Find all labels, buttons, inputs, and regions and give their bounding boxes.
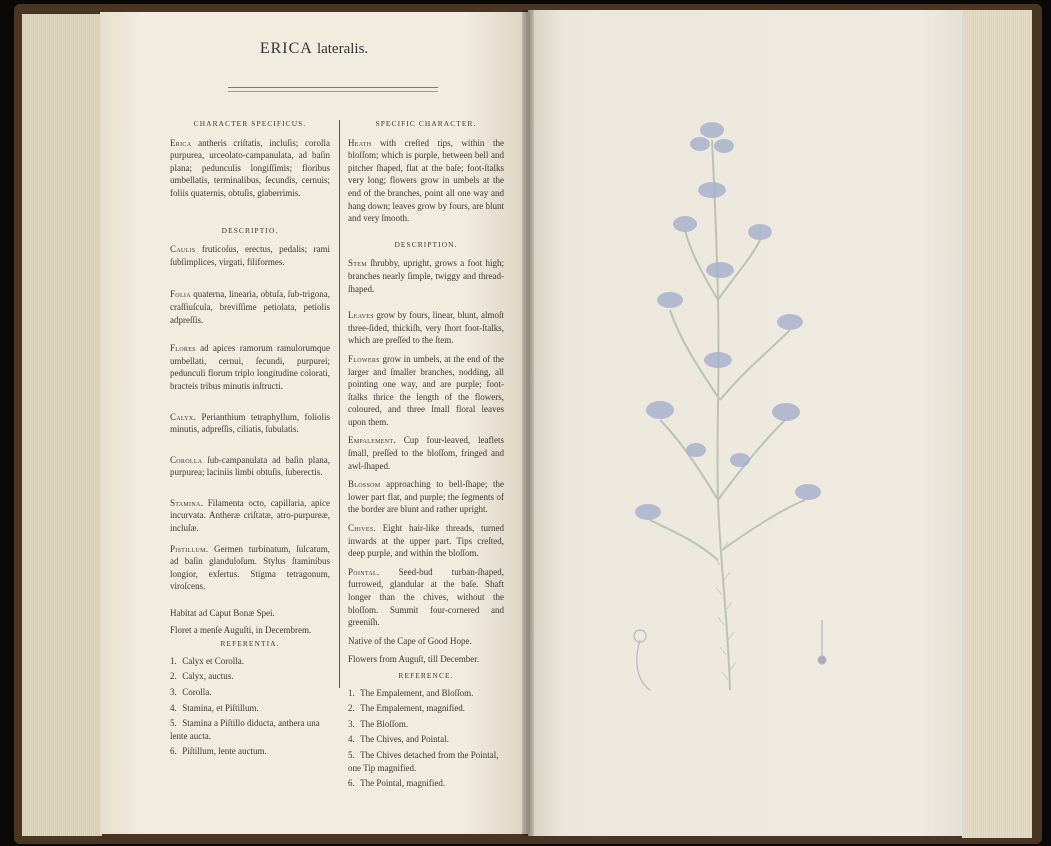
page-title xyxy=(100,40,528,58)
english-column xyxy=(348,118,504,790)
list-item: 5. Stamina a Piſtillo diducta, anthera una lente aucta. xyxy=(170,718,320,741)
latin-section: Caulis fruticoſus, erectus, pedalis; rami ſubſimplices, virgati, filiformes. xyxy=(170,244,330,267)
habitat-english: Native of the Cape of Good Hope. xyxy=(348,635,472,646)
heath-plant-illustration xyxy=(600,100,930,720)
list-item: 2. Calyx, auctus. xyxy=(170,671,234,682)
english-section: Empalement. Cup four-leaved, leaflets ſmall, preſſed to the bloſſom, fringed and awl-ſhaped. xyxy=(348,435,504,471)
list-item: 3. Corolla. xyxy=(170,687,212,697)
reference-heading: REFERENCE. xyxy=(398,670,454,680)
character-heading-english: SPECIFIC CHARACTER. xyxy=(375,119,477,128)
list-item: 1. The Empalement, and Bloſſom. xyxy=(348,687,474,698)
english-section: Blossom approaching to bell-ſhape; the lower part flat, and purple; the ſegments of the border are blunt and rather upright. xyxy=(348,479,505,515)
referentia-heading: REFERENTIA. xyxy=(220,639,280,649)
character-text-english: Heath with creſted tips, within the bloſſom; which is purple, between bell and pitcher ſhaped, flat at the baſe; foot-ſtalks very long; flowers grow in umbels at the end of the branches, point all one way and hang down; leaves grow by fours, are blunt and very ſmooth. xyxy=(348,137,505,224)
latin-section: Corolla ſub-campanulata ad baſin plana, purpurea; laciniis limbi obtuſis, ſuberectis. xyxy=(170,454,331,478)
english-section: Flowers grow in umbels, at the end of the larger and ſmaller branches, nodding, all pointing one way, and are purple; foot-ſtalks thrice the length of the flowers, coloured, and three ſmall floral leaves upon them. xyxy=(348,353,504,427)
character-heading-latin: CHARACTER SPECIFICUS. xyxy=(193,119,307,128)
floret-english: Flowers from Auguſt, till December. xyxy=(348,654,479,665)
book-gutter xyxy=(522,10,534,836)
latin-reference-list xyxy=(170,655,330,758)
latin-section: Folia quaterna, linearia, obtuſa, ſub-trigona, craſſiuſcula, breviſſime petiolata, petiolis adpreſſis. xyxy=(170,289,331,325)
list-item: 4. Stamina, et Piſtillum. xyxy=(170,702,259,713)
title-rule-2 xyxy=(228,91,438,92)
title-genus: ERICA xyxy=(259,40,312,57)
heath-flowers xyxy=(635,122,821,520)
page-edges-left xyxy=(22,14,102,836)
character-text-latin: Erica antheris criſtatis, incluſis; corolla purpurea, urceolato-campanulata, ad baſin plana; pedunculis longiſſimis; floribus umbellatis, terminalibus, ſecundis, cernuis; foliis quaternis, obtuſis, glaberrimis. xyxy=(170,137,330,198)
english-section: Leaves grow by fours, linear, blunt, almoſt three-ſided, thickiſh, very ſhort foot-ſtalks, which are preſſed to the ſtem. xyxy=(348,310,505,346)
list-item: 2. The Empalement, magnified. xyxy=(348,703,466,714)
english-section: Chives. Eight hair-like threads, turned inwards at the upper part. Tips creſted, deep purple, and within the bloſſom. xyxy=(348,523,504,559)
latin-section: Calyx. Perianthium tetraphyllum, foliolis minutis, adpreſſis, ciliatis, ſubulatis. xyxy=(170,411,331,435)
floret-latin: Floret a menſe Auguſti, in Decembrem. xyxy=(170,624,312,635)
latin-column xyxy=(170,118,330,758)
list-item: 1. Calyx et Corolla. xyxy=(170,655,244,666)
english-reference-list xyxy=(348,687,504,790)
list-item: 3. The Bloſſom. xyxy=(348,718,409,729)
habitat-latin: Habitat ad Caput Bonæ Spei. xyxy=(170,608,275,619)
latin-section: Flores ad apices ramorum ramulorumque umbellati, cernui, ſecundi, purpurei; pedunculi florum triplo longitudine colorati, bracteis tribus minutis inſtructi. xyxy=(170,343,330,391)
page-edges-right xyxy=(962,10,1032,838)
column-divider xyxy=(339,120,340,688)
list-item: 4. The Chives, and Pointal. xyxy=(348,734,449,745)
title-rule xyxy=(228,87,438,88)
list-item: 6. The Pointal, magnified. xyxy=(348,778,446,789)
english-section: Pointal. Seed-bud turban-ſhaped, furrowed, glandular at the baſe. Shaft longer than the chives, without the bloſſom. Summit four-cornered and greeniſh. xyxy=(348,566,504,628)
description-heading: DESCRIPTION. xyxy=(394,239,458,249)
descriptio-heading: DESCRIPTIO. xyxy=(221,225,279,235)
title-species: lateralis. xyxy=(316,41,369,57)
english-section: Stem ſhrubby, upright, grows a foot high; branches nearly ſimple, twiggy and thread-ſhaped. xyxy=(348,258,505,294)
latin-section: Stamina. Filamenta octo, capillaria, apice incurvata. Antheræ criſtatæ, atro-purpureæ, incluſæ. xyxy=(170,497,330,534)
list-item: 6. Piſtillum, lente auctum. xyxy=(170,746,267,757)
latin-section: Pistillum. Germen turbinatum, ſulcatum, ad baſin glanduloſum. Stylus ſtaminibus longior, exſertus. Stigma tetragonum, viroſcens. xyxy=(170,543,330,592)
list-item: 5. The Chives detached from the Pointal, one Tip magnified. xyxy=(348,749,499,773)
